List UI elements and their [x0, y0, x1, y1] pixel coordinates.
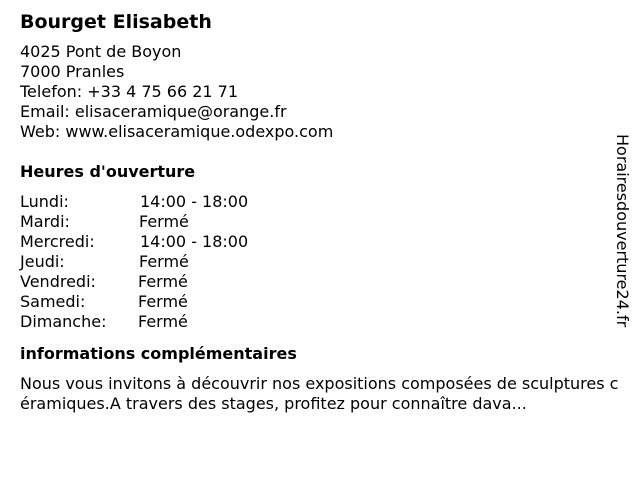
hours-row-friday: [20, 272, 620, 292]
hours-row-wednesday: [20, 232, 620, 252]
time-value: 14:00 - 18:00: [140, 192, 249, 211]
time-value: Fermé: [138, 292, 188, 311]
time-value: 14:00 - 18:00: [140, 232, 249, 251]
business-card: [20, 10, 620, 414]
day-label: Samedi:: [20, 292, 86, 311]
day-label: Mardi:: [20, 212, 70, 231]
info-description: Nous vous invitons à découvrir nos expositions composées de sculptures céramiques.A travers des stages, profitez pour connaître dava...: [20, 374, 619, 413]
time-value: Fermé: [138, 312, 188, 331]
day-label: Dimanche:: [20, 312, 107, 331]
hours-heading: Heures d'ouverture: [20, 162, 196, 181]
time-value: Fermé: [138, 272, 188, 291]
web-line: Web: www.elisaceramique.odexpo.com: [20, 122, 334, 141]
time-value: Fermé: [139, 252, 189, 271]
day-label: Jeudi:: [20, 252, 65, 271]
hours-row-thursday: [20, 252, 620, 272]
hours-row-monday: [20, 192, 620, 212]
email-line: Email: elisaceramique@orange.fr: [20, 102, 287, 121]
day-label: Lundi:: [20, 192, 69, 211]
hours-row-saturday: [20, 292, 620, 312]
day-label: Mercredi:: [20, 232, 95, 251]
address-street: 4025 Pont de Boyon: [20, 42, 182, 61]
hours-row-tuesday: [20, 212, 620, 232]
phone-line: Telefon: +33 4 75 66 21 71: [20, 82, 239, 101]
time-value: Fermé: [139, 212, 189, 231]
address-city: 7000 Pranles: [20, 62, 125, 81]
site-watermark: Horairesdouverture24.fr: [613, 134, 632, 328]
info-heading: informations complémentaires: [20, 344, 297, 363]
hours-row-sunday: [20, 312, 620, 332]
hours-list: [20, 192, 620, 332]
business-name: Bourget Elisabeth: [20, 11, 212, 33]
day-label: Vendredi:: [20, 272, 96, 291]
